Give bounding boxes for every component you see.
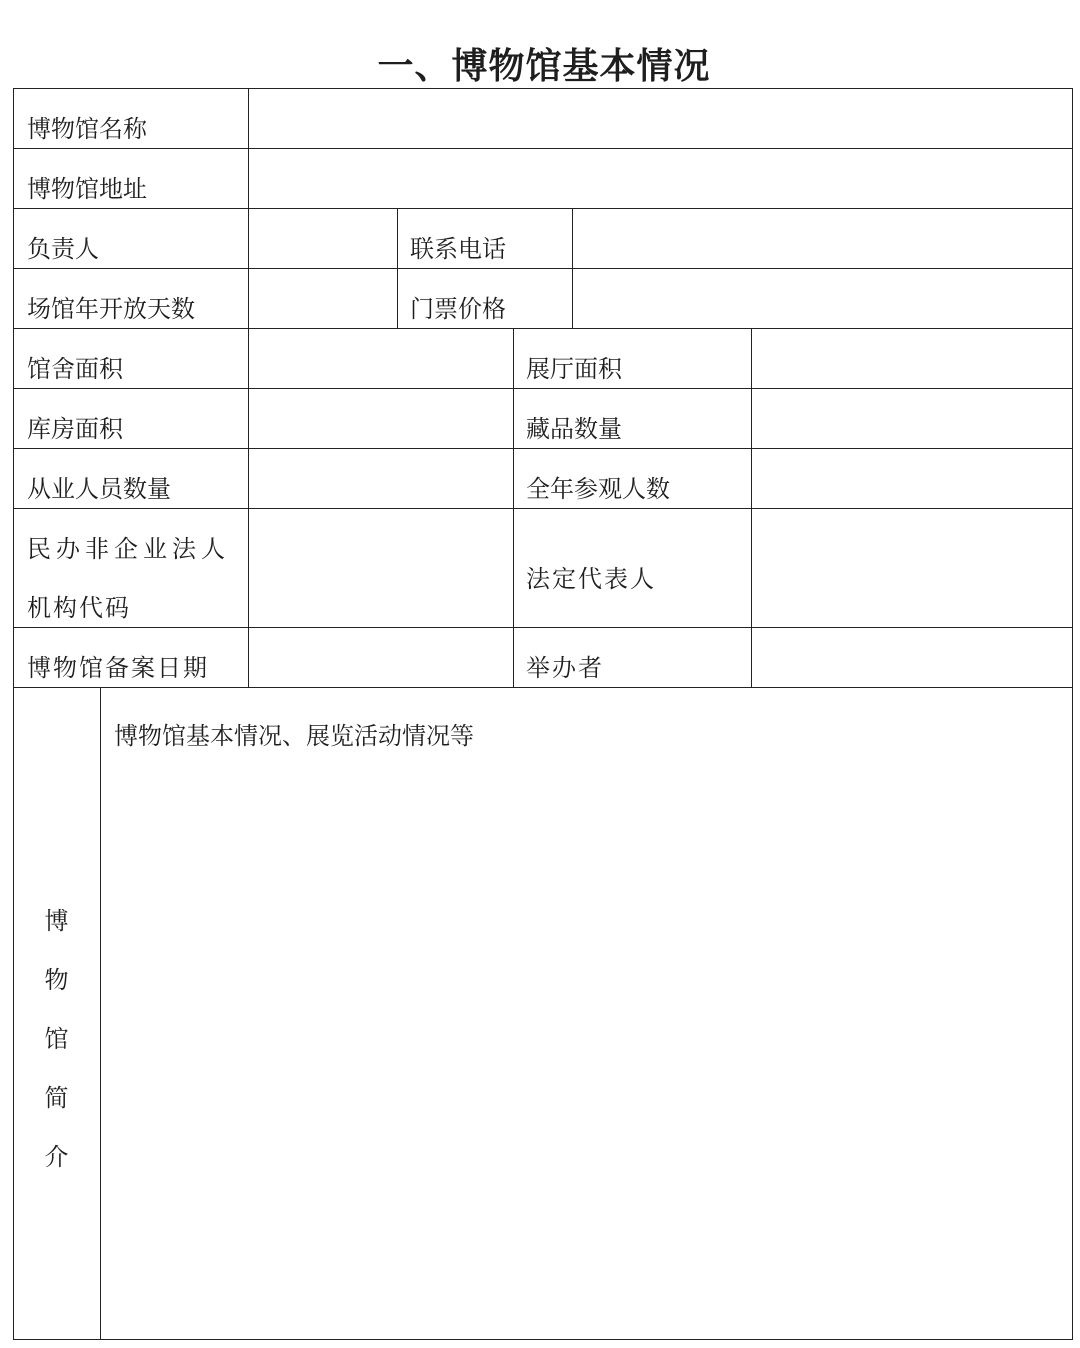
staff-count-label: 从业人员数量 xyxy=(27,475,171,503)
legal-rep-field[interactable] xyxy=(752,509,1072,627)
intro-label-char: 物 xyxy=(44,966,69,994)
intro-label-char: 介 xyxy=(44,1143,69,1171)
museum-name-field[interactable] xyxy=(249,89,1072,148)
museum-address-label: 博物馆地址 xyxy=(27,175,147,203)
exhibition-area-label: 展厅面积 xyxy=(526,355,622,383)
contact-phone-label: 联系电话 xyxy=(410,235,506,263)
storage-area-field[interactable] xyxy=(249,389,513,448)
storage-area-label: 库房面积 xyxy=(27,415,123,443)
person-in-charge-label: 负责人 xyxy=(27,235,99,263)
museum-address-field[interactable] xyxy=(249,149,1072,208)
person-in-charge-field[interactable] xyxy=(249,209,397,268)
contact-phone-field[interactable] xyxy=(573,209,1072,268)
open-days-label: 场馆年开放天数 xyxy=(27,295,195,323)
exhibition-area-field[interactable] xyxy=(752,329,1072,388)
annual-visitors-field[interactable] xyxy=(752,449,1072,508)
museum-intro-hint: 博物馆基本情况、展览活动情况等 xyxy=(114,722,474,750)
filing-date-label: 博物馆备案日期 xyxy=(27,654,209,682)
intro-label-char: 简 xyxy=(44,1084,69,1112)
table-border-right xyxy=(1072,88,1073,1340)
collection-count-field[interactable] xyxy=(752,389,1072,448)
museum-name-label: 博物馆名称 xyxy=(27,115,147,143)
open-days-field[interactable] xyxy=(249,269,397,328)
staff-count-field[interactable] xyxy=(249,449,513,508)
collection-count-label: 藏品数量 xyxy=(526,415,622,443)
org-code-label-line2: 机构代码 xyxy=(27,594,131,622)
column-divider xyxy=(513,328,514,688)
filing-date-field[interactable] xyxy=(249,628,513,687)
org-code-field[interactable] xyxy=(249,509,513,627)
building-area-field[interactable] xyxy=(249,329,513,388)
intro-label-char: 博 xyxy=(44,907,69,935)
org-code-label-line1: 民办非企业法人 xyxy=(27,535,230,563)
ticket-price-field[interactable] xyxy=(573,269,1072,328)
ticket-price-label: 门票价格 xyxy=(410,295,506,323)
page-title: 一、博物馆基本情况 xyxy=(377,45,711,87)
museum-intro-field[interactable] xyxy=(101,688,1072,1340)
building-area-label: 馆舍面积 xyxy=(27,355,123,383)
intro-label-char: 馆 xyxy=(44,1025,69,1053)
museum-intro-label xyxy=(13,892,100,1187)
sponsor-field[interactable] xyxy=(752,628,1072,687)
column-divider xyxy=(397,208,398,328)
sponsor-label: 举办者 xyxy=(526,654,604,682)
annual-visitors-label: 全年参观人数 xyxy=(526,475,670,503)
legal-rep-label: 法定代表人 xyxy=(526,565,656,593)
